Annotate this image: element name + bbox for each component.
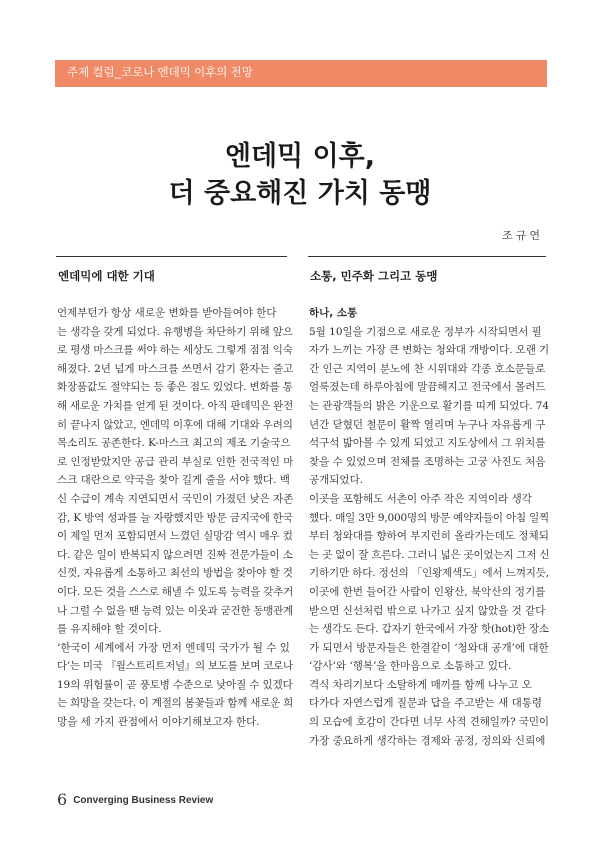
text-line: 신 수급이 계속 지연되면서 국민이 가졌던 낮은 자존 <box>57 492 293 505</box>
text-line: 19의 위험률이 곧 풍토병 수준으로 낮아질 수 있겠다 <box>57 678 293 691</box>
text-line: 년간 닫혔던 철문이 활짝 열리며 누구나 자유롭게 구 <box>309 418 546 431</box>
author-name: 조 규 연 <box>502 230 540 242</box>
text-line: ‘감사’와 ‘행복’을 한마음으로 소통하고 있다. <box>309 660 512 673</box>
page-footer <box>57 790 213 809</box>
text-line: 스크 대란으로 약국을 찾아 길게 줄을 서야 했다. 백 <box>57 474 290 487</box>
text-line: 얼룩졌는데 하루아침에 말끔해지고 전국에서 몰려드 <box>309 381 546 394</box>
text-line: 가장 중요하게 생각하는 경제와 공정, 정의와 신뢰에 <box>309 734 546 747</box>
text-line: 이다. 모든 것을 스스로 해낼 수 있도록 능력을 갖추거 <box>57 585 293 598</box>
article-title <box>0 138 600 212</box>
text-line: 해졌다. 2년 넘게 마스크를 쓰면서 감기 환자는 줄고 <box>57 362 293 375</box>
text-line: 찾을 수 있었으며 전체를 조명하는 고궁 사진도 처음 <box>309 455 546 468</box>
text-line: 부터 청와대를 향하여 부지런히 올라가는데도 정체되 <box>309 530 549 543</box>
text-line: 의 모습에 호감이 간다면 너무 사적 견해일까? 국민이 <box>309 716 549 729</box>
text-line: 자가 느끼는 가장 큰 변화는 청와대 개방이다. 오랜 기 <box>309 344 549 357</box>
publication-name: Converging Business Review <box>73 795 214 806</box>
title-line-1: 엔데믹 이후, <box>224 141 376 172</box>
text-line: 간 인근 지역이 분노에 찬 시위대와 각종 호소문들로 <box>309 362 546 375</box>
text-line: 다’는 미국 『월스트리트저널』의 보도를 보며 코로나 <box>57 660 293 673</box>
text-line: 이 제일 먼저 포함되면서 느꼈던 실망감 역시 매우 컸 <box>57 530 293 543</box>
left-column-rule <box>56 256 287 257</box>
left-section-heading: 엔데믹에 대한 기대 <box>58 269 155 283</box>
text-line: 나 그럴 수 없을 땐 능력 있는 이웃과 굳건한 동맹관계 <box>57 604 293 617</box>
title-line-2: 더 중요해진 가치 동맹 <box>168 178 432 209</box>
text-line: 이곳을 포함해도 서촌이 아주 작은 지역이라 생각 <box>309 492 532 505</box>
text-line: 석구석 밟아볼 수 있게 되었고 지도상에서 그 위치를 <box>309 437 546 450</box>
text-line: 다가다 자연스럽게 질문과 답을 주고받는 새 대통령 <box>309 697 543 710</box>
text-line: 화장품값도 절약되는 등 좋은 점도 있었다. 변화를 통 <box>57 381 293 394</box>
text-line: 받으면 신선처럼 밖으로 나가고 싶지 않았을 것 같다 <box>309 604 546 617</box>
text-line: 기하기만 하다. 정선의 「인왕제색도」에서 느껴지듯, <box>309 567 549 580</box>
left-column-body <box>57 304 293 732</box>
text-line: 목소리도 공존한다. K-마스크 최고의 제조 기술국으 <box>57 437 291 450</box>
text-line: 신껏, 자유롭게 소통하고 최선의 방법을 찾아야 할 것 <box>57 567 293 580</box>
text-line: 공개되었다. <box>309 474 364 487</box>
text-line: 이곳에 한번 들어간 사람이 인왕산, 북악산의 정기를 <box>309 585 546 598</box>
text-line: 5월 10일을 기점으로 새로운 정부가 시작되면서 필 <box>309 325 542 338</box>
text-line: 했다. 매일 3만 9,000명의 방문 예약자들이 아침 일찍 <box>309 511 549 524</box>
right-column-body <box>309 323 549 751</box>
text-line: 를 유지해야 할 것이다. <box>57 623 162 636</box>
text-line: 는 곳 없이 잘 흐른다. 그러니 넓은 곳이었는지 그저 신 <box>309 548 549 561</box>
section-banner: 주제 컬럼_코로나 엔데믹 이후의 전망 <box>55 60 547 87</box>
text-line: 로 인정받았지만 공급 관리 부실로 인한 전국적인 마 <box>57 455 293 468</box>
text-line: 는 생각도 든다. 갑자기 한국에서 가장 핫(hot)한 장소 <box>309 623 549 636</box>
right-section-heading: 소통, 민주화 그리고 동맹 <box>310 269 438 283</box>
text-line: 감, K 방역 성과를 늘 자랑했지만 방문 금지국에 한국 <box>57 511 293 524</box>
text-line: 가 되면서 방문자들은 한결같이 ‘청와대 공개’에 대한 <box>309 641 549 654</box>
text-line: 는 희망을 갖는다. 이 계절의 봄꽃들과 함께 새로운 희 <box>57 697 293 710</box>
text-line: 언제부턴가 항상 새로운 변화를 받아들여야 한다 <box>57 307 277 319</box>
text-line: 는 생각을 갖게 되었다. 유행병을 차단하기 위해 앞으 <box>57 325 293 338</box>
text-line: 망을 세 가지 관점에서 이야기해보고자 한다. <box>57 716 260 729</box>
right-column <box>309 304 549 750</box>
text-line: 격식 차리기보다 소탈하게 매끼를 함께 나누고 오 <box>309 678 532 691</box>
right-column-rule <box>308 256 546 257</box>
text-line: 다. 같은 일이 반복되지 않으려면 진짜 전문가들이 소 <box>57 548 293 561</box>
text-line: 는 관광객들의 밝은 기운으로 활기를 띠게 되었다. 74 <box>309 399 549 412</box>
text-line: 로 평생 마스크를 써야 하는 세상도 그렇게 점점 익숙 <box>57 344 293 357</box>
text-line: 해 새로운 가치를 얻게 된 것이다. 아직 판데믹은 완전 <box>57 399 293 412</box>
right-subheading: 하나, 소통 <box>309 307 358 319</box>
text-line: 히 끝나지 않았고, 엔데믹 이후에 대해 기대와 우려의 <box>57 418 293 431</box>
text-line: ‘한국이 세계에서 가장 먼저 엔데믹 국가가 될 수 있 <box>57 641 290 654</box>
page-number: 6 <box>57 790 68 809</box>
